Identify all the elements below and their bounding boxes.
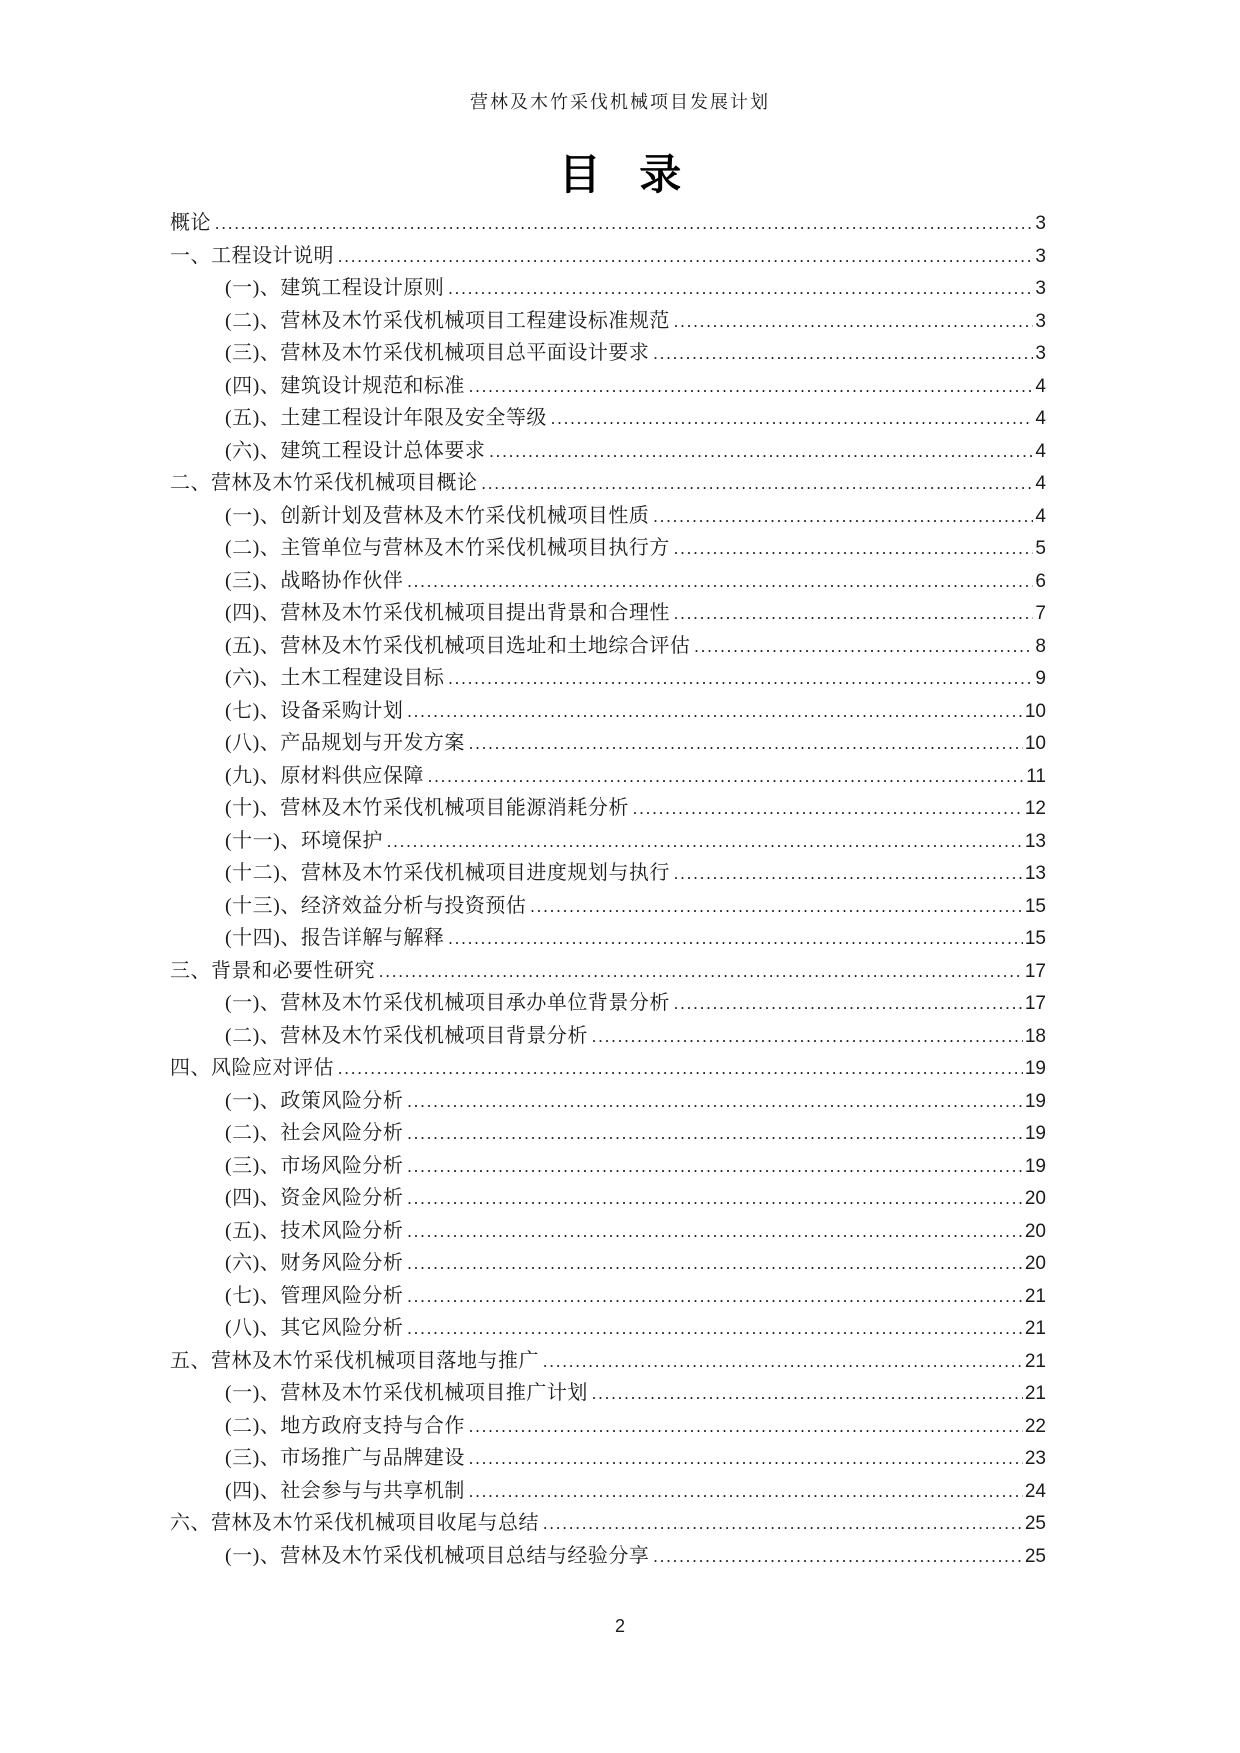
toc-entry-label: (五)、营林及木竹采伐机械项目选址和土地综合评估 [225,634,691,657]
toc-entry[interactable] [170,921,1046,954]
page-number: 2 [614,1616,625,1636]
toc-entry-page: 19 [1024,1058,1046,1079]
toc-entry-label: (五)、土建工程设计年限及安全等级 [225,407,547,429]
toc-entry[interactable] [170,1149,1046,1182]
toc-entry-label: (二)、营林及木竹采伐机械项目背景分析 [225,1024,588,1047]
toc-entry-page: 10 [1024,700,1046,722]
dot-leader [469,375,1034,398]
dot-leader [653,505,1033,528]
dot-leader [633,797,1023,820]
toc-entry[interactable] [170,1409,1046,1442]
dot-leader [551,407,1034,430]
toc-entry[interactable] [170,1506,1046,1539]
dot-leader [448,927,1023,950]
toc-entry-page: 21 [1024,1383,1046,1404]
toc-list [170,206,1046,1571]
toc-entry[interactable] [170,1019,1046,1052]
dot-leader [338,1057,1023,1080]
dot-leader [469,1480,1023,1503]
toc-entry-label: (十四)、报告详解与解释 [225,927,445,949]
toc-entry-label: (四)、建筑设计规范和标准 [225,374,465,397]
toc-entry-label: (十二)、营林及木竹采伐机械项目进度规划与执行 [225,862,670,884]
toc-entry-page: 3 [1035,245,1046,267]
dot-leader [653,342,1033,365]
toc-entry-label: (十)、营林及木竹采伐机械项目能源消耗分析 [225,797,629,819]
toc-entry[interactable] [170,336,1046,369]
toc-entry[interactable] [170,1376,1046,1409]
toc-entry-page: 17 [1024,993,1046,1014]
dot-leader [448,277,1033,300]
toc-entry[interactable] [170,466,1046,499]
toc-entry-page: 4 [1035,375,1046,397]
toc-entry-label: 四、风险应对评估 [170,1057,334,1079]
dot-leader [407,1155,1023,1178]
toc-entry-page: 4 [1035,473,1046,494]
toc-entry[interactable] [170,596,1046,629]
toc-entry-page: 21 [1024,1318,1046,1339]
toc-entry-page: 18 [1024,1025,1046,1047]
toc-entry-page: 4 [1035,440,1046,462]
toc-entry-label: (二)、社会风险分析 [225,1122,404,1144]
toc-entry-label: (一)、建筑工程设计原则 [225,277,445,299]
toc-entry-page: 3 [1035,213,1046,234]
toc-entry-label: (二)、营林及木竹采伐机械项目工程建设标准规范 [225,309,670,332]
dot-leader [338,245,1033,268]
toc-entry[interactable] [170,271,1046,304]
toc-entry[interactable] [170,889,1046,922]
toc-entry[interactable] [170,239,1046,272]
toc-entry-page: 21 [1024,1350,1046,1372]
toc-entry[interactable] [170,629,1046,662]
toc-entry[interactable] [170,206,1046,239]
toc-entry-page: 15 [1024,928,1046,949]
toc-entry-label: (六)、建筑工程设计总体要求 [225,439,486,462]
toc-entry[interactable] [170,1474,1046,1507]
dot-leader [407,570,1033,593]
toc-entry-page: 4 [1035,408,1046,429]
toc-entry-page: 25 [1024,1545,1046,1567]
toc-entry[interactable] [170,1344,1046,1377]
dot-leader [469,732,1023,755]
dot-leader [674,602,1034,625]
toc-entry-page: 13 [1024,863,1046,884]
dot-leader [407,1285,1023,1308]
dot-leader [407,1090,1023,1113]
toc-entry-label: 一、工程设计说明 [170,244,334,267]
toc-entry-label: (九)、原材料供应保障 [225,764,424,787]
toc-entry[interactable] [170,531,1046,564]
dot-leader [407,1187,1023,1210]
toc-entry[interactable] [170,304,1046,337]
dot-leader [674,537,1034,560]
dot-leader [674,992,1023,1015]
dot-leader [407,1317,1023,1340]
toc-entry-page: 8 [1035,635,1046,657]
dot-leader [694,635,1033,658]
dot-leader [379,960,1023,983]
dot-leader [407,1252,1023,1275]
toc-entry-page: 21 [1024,1285,1046,1307]
toc-entry[interactable] [170,986,1046,1019]
dot-leader [592,1025,1023,1048]
toc-entry-page: 24 [1024,1480,1046,1502]
toc-entry[interactable] [170,1246,1046,1279]
toc-entry-page: 10 [1024,733,1046,754]
toc-entry[interactable] [170,434,1046,467]
toc-entry-label: (三)、市场风险分析 [225,1154,404,1177]
dot-leader [674,310,1034,333]
toc-entry-label: (一)、营林及木竹采伐机械项目承办单位背景分析 [225,992,670,1014]
toc-entry-label: (一)、创新计划及营林及木竹采伐机械项目性质 [225,504,650,527]
toc-entry[interactable] [170,726,1046,759]
toc-entry-page: 7 [1035,603,1046,624]
toc-entry[interactable] [170,1214,1046,1247]
toc-entry[interactable] [170,564,1046,597]
toc-entry-page: 4 [1035,505,1046,527]
dot-leader [592,1382,1023,1405]
toc-entry-label: (七)、管理风险分析 [225,1284,404,1307]
toc-entry-page: 19 [1024,1155,1046,1177]
toc-entry-label: (四)、营林及木竹采伐机械项目提出背景和合理性 [225,602,670,624]
toc-entry-label: (六)、财务风险分析 [225,1252,404,1274]
toc-entry-page: 3 [1035,310,1046,332]
toc-entry[interactable] [170,401,1046,434]
toc-entry[interactable] [170,759,1046,792]
toc-entry-page: 23 [1024,1448,1046,1469]
toc-entry-label: 五、营林及木竹采伐机械项目落地与推广 [170,1349,539,1372]
toc-entry[interactable] [170,791,1046,824]
toc-entry-label: (二)、主管单位与营林及木竹采伐机械项目执行方 [225,537,670,559]
toc-entry-label: (六)、土木工程建设目标 [225,667,445,689]
toc-entry-label: (三)、战略协作伙伴 [225,569,404,592]
toc-entry-label: 概论 [170,212,211,234]
toc-entry[interactable] [170,1084,1046,1117]
toc-entry-label: (十三)、经济效益分析与投资预估 [225,894,527,917]
dot-leader [407,700,1023,723]
toc-entry-label: (七)、设备采购计划 [225,699,404,722]
toc-entry-page: 19 [1024,1123,1046,1144]
dot-leader [387,830,1023,853]
toc-entry-label: (二)、地方政府支持与合作 [225,1414,465,1437]
toc-entry-label: (三)、营林及木竹采伐机械项目总平面设计要求 [225,342,650,364]
toc-entry[interactable] [170,1181,1046,1214]
dot-leader [428,765,1024,788]
toc-entry[interactable] [170,1441,1046,1474]
toc-entry[interactable] [170,499,1046,532]
toc-entry-page: 20 [1024,1188,1046,1209]
toc-entry-label: (四)、社会参与与共享机制 [225,1479,465,1502]
toc-entry-page: 3 [1035,343,1046,364]
toc-entry-label: (一)、营林及木竹采伐机械项目推广计划 [225,1382,588,1404]
toc-entry-label: (四)、资金风险分析 [225,1187,404,1209]
toc-entry-label: (八)、产品规划与开发方案 [225,732,465,754]
toc-entry[interactable] [170,1051,1046,1084]
toc-entry[interactable] [170,1539,1046,1572]
dot-leader [482,472,1034,495]
dot-leader [469,1415,1023,1438]
toc-entry-page: 9 [1035,668,1046,689]
toc-entry[interactable] [170,1116,1046,1149]
toc-entry-page: 12 [1024,798,1046,819]
toc-entry-label: 二、营林及木竹采伐机械项目概论 [170,472,478,494]
toc-entry-label: (八)、其它风险分析 [225,1317,404,1339]
toc-entry-page: 6 [1035,570,1046,592]
toc-entry-page: 22 [1024,1415,1046,1437]
toc-entry[interactable] [170,661,1046,694]
toc-entry-label: 六、营林及木竹采伐机械项目收尾与总结 [170,1512,539,1534]
dot-leader [543,1512,1023,1535]
toc-entry[interactable] [170,694,1046,727]
toc-entry[interactable] [170,369,1046,402]
toc-entry-label: (十一)、环境保护 [225,829,383,852]
toc-entry-label: 三、背景和必要性研究 [170,959,375,982]
document-header-title: 营林及木竹采伐机械项目发展计划 [470,92,770,112]
toc-entry[interactable] [170,1279,1046,1312]
toc-entry-page: 19 [1024,1090,1046,1112]
dot-leader [530,895,1023,918]
dot-leader [653,1545,1023,1568]
dot-leader [407,1220,1023,1243]
toc-entry-page: 5 [1035,538,1046,559]
toc-entry-label: (一)、营林及木竹采伐机械项目总结与经验分享 [225,1544,650,1567]
toc-entry[interactable] [170,856,1046,889]
toc-entry[interactable] [170,824,1046,857]
toc-entry-page: 17 [1024,960,1046,982]
toc-entry[interactable] [170,954,1046,987]
toc-entry-label: (一)、政策风险分析 [225,1089,404,1112]
toc-entry-page: 13 [1024,830,1046,852]
toc-heading: 目 录 [558,153,696,199]
dot-leader [489,440,1033,463]
toc-entry-page: 11 [1026,765,1046,787]
toc-entry-page: 20 [1024,1253,1046,1274]
dot-leader [407,1122,1023,1145]
toc-entry-label: (三)、市场推广与品牌建设 [225,1447,465,1469]
dot-leader [543,1350,1023,1373]
toc-entry[interactable] [170,1311,1046,1344]
toc-entry-page: 3 [1035,278,1046,299]
toc-entry-page: 25 [1024,1513,1046,1534]
dot-leader [215,212,1033,235]
toc-entry-label: (五)、技术风险分析 [225,1219,404,1242]
toc-entry-page: 20 [1024,1220,1046,1242]
dot-leader [674,862,1023,885]
dot-leader [469,1447,1023,1470]
dot-leader [448,667,1033,690]
toc-entry-page: 15 [1024,895,1046,917]
